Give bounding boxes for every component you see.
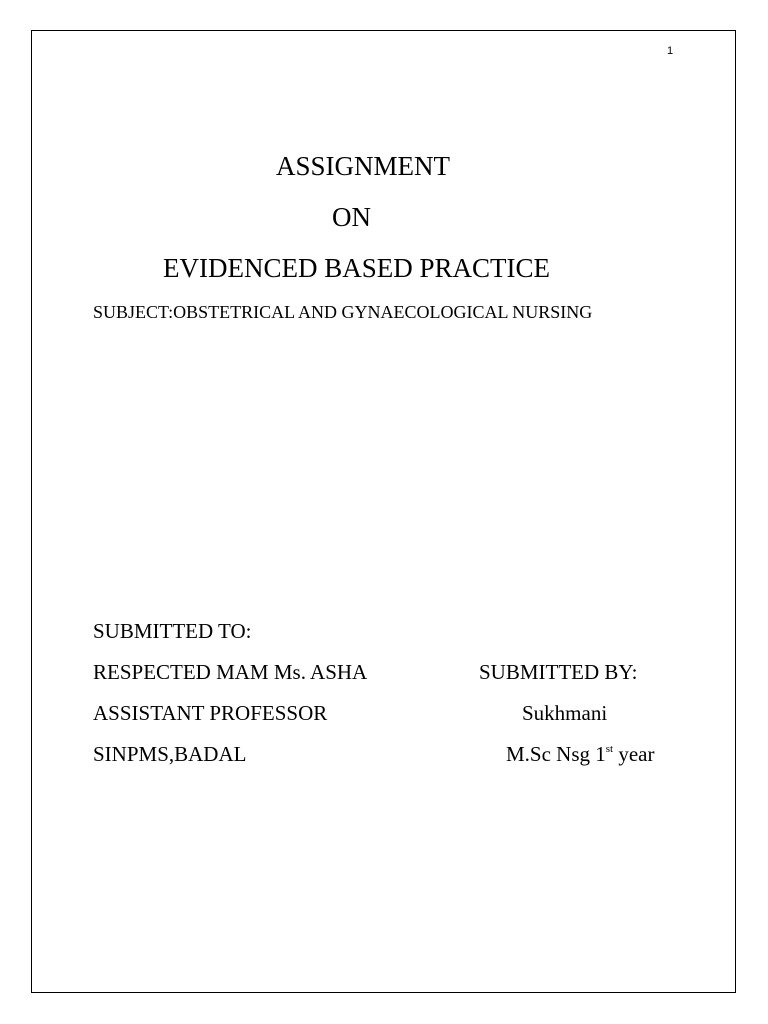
submitted-to-designation: ASSISTANT PROFESSOR xyxy=(93,701,328,725)
submitted-to-heading: SUBMITTED TO: xyxy=(93,619,252,643)
course-prefix: M.Sc Nsg 1 xyxy=(506,742,606,766)
course-superscript: st xyxy=(605,743,614,755)
subject-line: SUBJECT:OBSTETRICAL AND GYNAECOLOGICAL NURSING xyxy=(93,302,593,322)
submitted-by-course xyxy=(506,741,655,767)
title-on: ON xyxy=(332,202,371,232)
course-suffix: year xyxy=(613,742,655,766)
page-number: 1 xyxy=(667,45,674,57)
submitted-by-name: Sukhmani xyxy=(522,701,608,725)
title-topic: EVIDENCED BASED PRACTICE xyxy=(163,253,551,283)
submitted-by-heading: SUBMITTED BY: xyxy=(479,660,638,684)
submitted-to-institution: SINPMS,BADAL xyxy=(93,742,247,766)
title-assignment: ASSIGNMENT xyxy=(276,151,451,181)
submitted-to-name: RESPECTED MAM Ms. ASHA xyxy=(93,660,368,684)
